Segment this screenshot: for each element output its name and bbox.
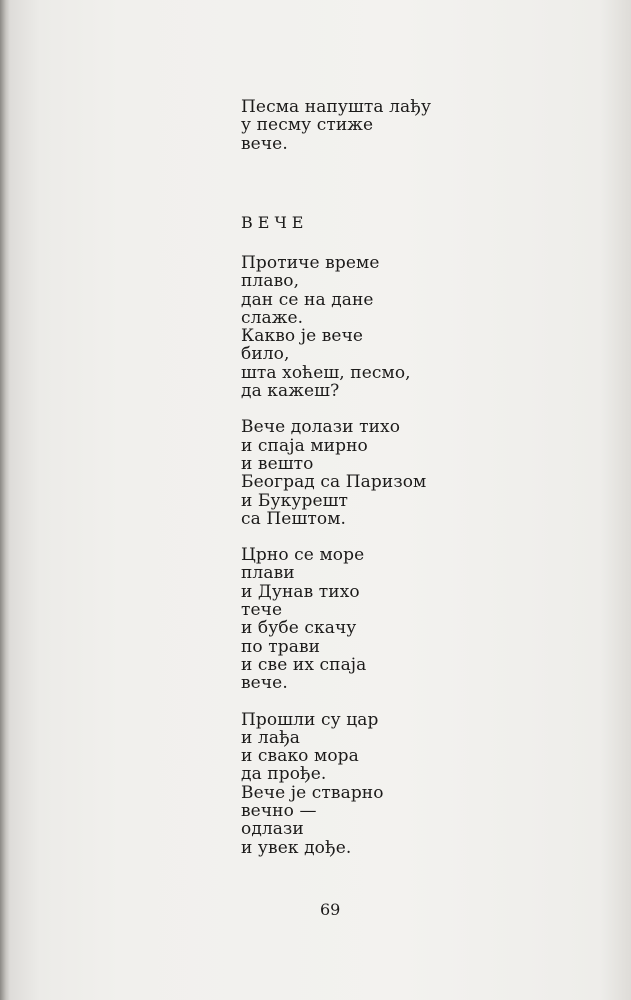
poem-line: и Букурешт	[241, 490, 349, 511]
poem-title: ВЕЧЕ	[241, 213, 309, 232]
poem-line: вече.	[241, 673, 288, 694]
stanza-gap	[241, 400, 571, 418]
page-binding-edge	[0, 0, 10, 1000]
poem-line: шта хоћеш, песмо,	[241, 362, 411, 383]
poem-line: и спаја мирно	[241, 435, 368, 456]
poem-line: и свако мора	[241, 746, 359, 767]
poem-line: Какво је вече	[241, 326, 364, 347]
poem-body	[241, 254, 571, 857]
poem-line: Протиче време	[241, 253, 380, 273]
poem-line: да кажеш?	[241, 381, 340, 402]
poem-line: и лађа	[241, 727, 301, 748]
stanza-gap	[241, 528, 571, 546]
poem-line: и вешто	[241, 453, 314, 474]
poem-line: и Дунав тихо	[241, 581, 360, 602]
poem-line: Црно се море	[241, 545, 365, 566]
poem-line: Београд са Паризом	[241, 472, 427, 493]
poem-line: и бубе скачу	[241, 618, 357, 639]
poem-line: плави	[241, 563, 295, 584]
poem-line: Вече долази тихо	[241, 417, 401, 438]
poem-line: вечно —	[241, 801, 317, 822]
poem-line: Песма напушта лађу	[241, 97, 432, 117]
poem-line: тече	[241, 600, 283, 621]
poem-line: Вече је стварно	[241, 782, 384, 803]
poem-line: и увек дође.	[241, 837, 352, 858]
poem-line: слаже.	[241, 307, 304, 328]
intro-stanza	[241, 98, 571, 153]
poem-line: са Пештом.	[241, 508, 347, 529]
page-number: 69	[320, 900, 341, 919]
poem-line: у песму стиже	[241, 115, 374, 136]
poem-line: вече.	[241, 133, 288, 154]
stanza-2	[241, 418, 571, 528]
stanza-1	[241, 254, 571, 400]
poem-line: дан се на дане	[241, 289, 374, 310]
poem-line: плаво,	[241, 271, 300, 292]
stanza-4	[241, 711, 571, 857]
poem-line: било,	[241, 344, 290, 365]
poem-line: по трави	[241, 636, 321, 657]
poem-line: одлази	[241, 819, 304, 840]
stanza-3	[241, 546, 571, 692]
poem-line: Прошли су цар	[241, 709, 379, 730]
poem-line: и све их спаја	[241, 654, 367, 675]
stanza-gap	[241, 693, 571, 711]
poem-line: да прође.	[241, 764, 327, 785]
